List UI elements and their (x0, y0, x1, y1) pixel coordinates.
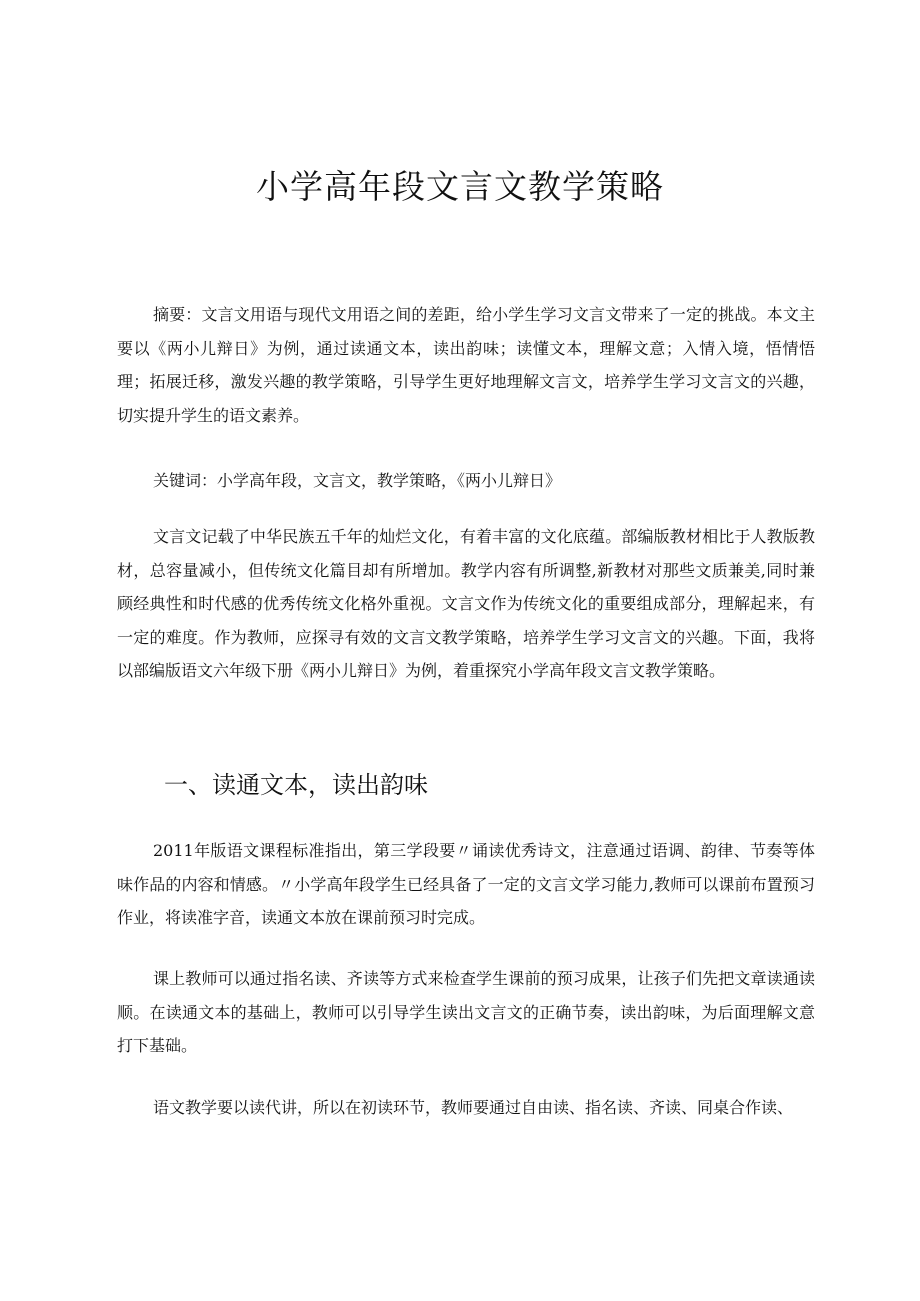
abstract-paragraph: 摘要：文言文用语与现代文用语之间的差距，给小学生学习文言文带来了一定的挑战。本文主要以《两小儿辩日》为例，通过读通文本，读出韵味；读懂文本，理解文意；入情入境，悟情悟理；拓展迁移，激发兴趣的教学策略，引导学生更好地理解文言文，培养学生学习文言文的兴趣，切实提升学生的语文素养。 (117, 305, 815, 425)
document-title: 小学高年段文言文教学策略 (256, 167, 664, 206)
section-paragraph-1: 2011年版语文课程标准指出，第三学段要〃诵读优秀诗文，注意通过语调、韵律、节奏等体味作品的内容和情感。〃小学高年段学生已经具备了一定的文言文学习能力,教师可以课前布置预习作业，将读准字音，读通文本放在课前预习时完成。 (117, 841, 815, 928)
intro-paragraph: 文言文记载了中华民族五千年的灿烂文化，有着丰富的文化底蕴。部编版教材相比于人教版教材，总容量减小，但传统文化篇目却有所增加。教学内容有所调整,新教材对那些文质兼美,同时兼顾经典性和时代感的优秀传统文化格外重视。文言文作为传统文化的重要组成部分，理解起来，有一定的难度。作为教师，应探寻有效的文言文教学策略，培养学生学习文言文的兴趣。下面，我将以部编版语文六年级下册《两小儿辩日》为例，着重探究小学高年段文言文教学策略。 (117, 527, 815, 681)
section-paragraph-3: 语文教学要以读代讲，所以在初读环节，教师要通过自由读、指名读、齐读、同桌合作读、 (153, 1098, 794, 1117)
keywords-paragraph: 关键词：小学高年段，文言文，教学策略，《两小儿辩日》 (153, 471, 562, 490)
section-heading: 一、读通文本，读出韵味 (164, 771, 428, 799)
section-paragraph-2: 课上教师可以通过指名读、齐读等方式来检查学生课前的预习成果，让孩子们先把文章读通读顺。在读通文本的基础上，教师可以引导学生读出文言文的正确节奏，读出韵味，为后面理解文意打下基础。 (117, 969, 815, 1056)
